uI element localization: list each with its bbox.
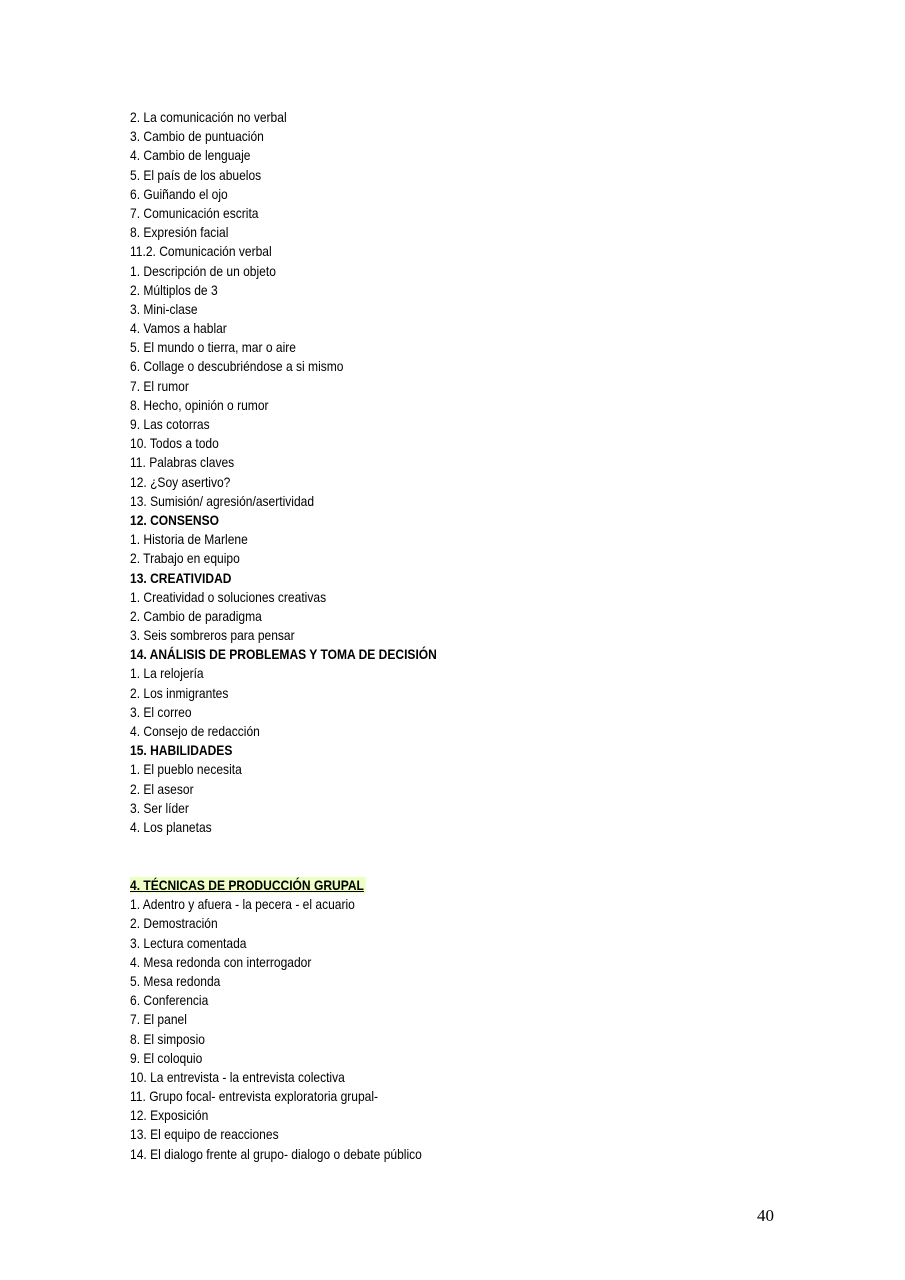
section-heading-text: 4. TÉCNICAS DE PRODUCCIÓN GRUPAL [130,877,364,893]
list-item: 8. Hecho, opinión o rumor [130,396,269,413]
list-item: 2. Demostración [130,915,218,932]
list-item: 5. El mundo o tierra, mar o aire [130,339,296,356]
list-item: 12. Exposición [130,1107,209,1124]
list-item: 3. Cambio de puntuación [130,128,264,145]
list-item: 11. Palabras claves [130,454,235,471]
list-item: 2. La comunicación no verbal [130,109,287,125]
section-heading [130,876,680,895]
list-item: 6. Collage o descubriéndose a si mismo [130,358,344,375]
list-item: 9. El coloquio [130,1049,203,1066]
list-item: 4. Consejo de redacción [130,723,260,739]
list-item: 2. Los inmigrantes [130,684,229,701]
list-item: 10. Todos a todo [130,435,219,452]
list-item: 10. La entrevista - la entrevista colectiva [130,1068,345,1085]
list-item: 8. Expresión facial [130,224,229,241]
page-number: 40 [757,1206,774,1225]
list-item: 11.2. Comunicación verbal [130,243,272,260]
list-item: 1. Adentro y afuera - la pecera - el acuario [130,896,355,913]
list-item: 5. Mesa redonda [130,972,221,989]
list-item: 2. Múltiplos de 3 [130,281,218,298]
section-heading: 15. HABILIDADES [130,742,233,759]
list-item: 6. Guiñando el ojo [130,185,228,202]
list-item: 11. Grupo focal- entrevista exploratoria grupal- [130,1088,379,1105]
list-item: 4. Vamos a hablar [130,320,227,337]
list-item: 5. El país de los abuelos [130,166,262,183]
production-techniques-list [130,876,770,1164]
list-item: 13. Sumisión/ agresión/asertividad [130,492,315,509]
section-heading: 14. ANÁLISIS DE PROBLEMAS Y TOMA DE DECISIÓN [130,646,437,663]
list-item: 1. Historia de Marlene [130,531,248,548]
list-item: 7. El rumor [130,377,189,394]
list-item: 3. Mini-clase [130,300,198,317]
list-item: 8. El simposio [130,1030,205,1047]
list-item: 2. Cambio de paradigma [130,607,262,624]
list-item: 7. El panel [130,1011,187,1028]
section-heading: 12. CONSENSO [130,511,219,528]
list-item: 7. Comunicación escrita [130,204,259,221]
list-item: 3. Ser líder [130,799,189,816]
list-item: 13. El equipo de reacciones [130,1126,279,1143]
list-item: 6. Conferencia [130,992,209,1009]
list-item: 3. El correo [130,703,192,720]
list-item: 2. El asesor [130,780,194,797]
activity-list [130,108,770,837]
list-item: 1. El pueblo necesita [130,761,242,778]
list-item: 4. Mesa redonda con interrogador [130,953,312,970]
list-item: 14. El dialogo frente al grupo- dialogo o debate público [130,1145,422,1162]
list-item: 9. Las cotorras [130,416,210,432]
list-item: 3. Seis sombreros para pensar [130,627,295,644]
list-item: 2. Trabajo en equipo [130,550,240,567]
list-item: 3. Lectura comentada [130,934,247,951]
section-heading: 13. CREATIVIDAD [130,569,232,586]
list-item: 1. La relojería [130,665,204,682]
list-item: 4. Los planetas [130,818,212,835]
list-item: 1. Creatividad o soluciones creativas [130,588,327,605]
list-item: 12. ¿Soy asertivo? [130,473,231,490]
list-item: 1. Descripción de un objeto [130,262,276,279]
list-item: 4. Cambio de lenguaje [130,147,251,164]
